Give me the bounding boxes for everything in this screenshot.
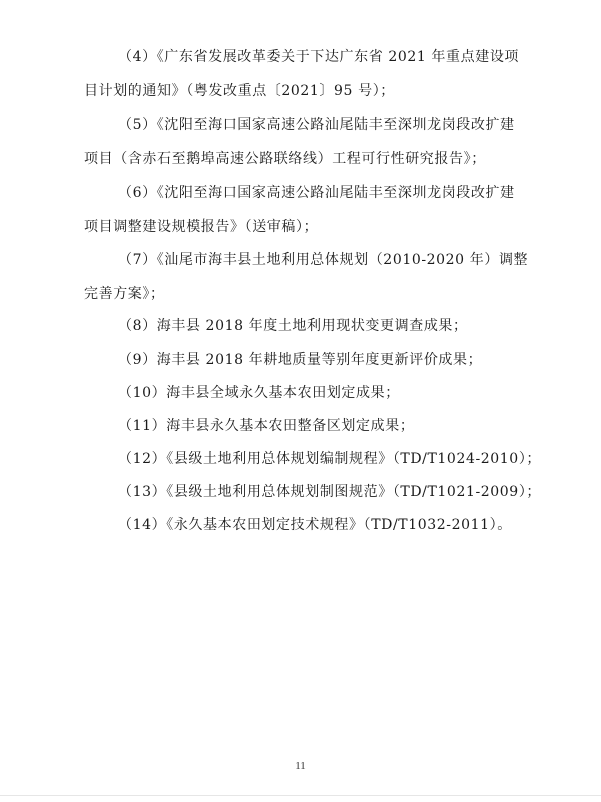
reference-7-line-1: （7）《汕尾市海丰县土地利用总体规划（2010-2020 年）调整	[118, 252, 529, 268]
reference-11: （11）海丰县永久基本农田整备区划定成果；	[118, 418, 415, 434]
reference-9: （9）海丰县 2018 年耕地质量等别年度更新评价成果；	[118, 352, 483, 368]
reference-4-line-2: 目计划的通知》（粤发改重点〔2021〕95 号）；	[84, 83, 395, 99]
reference-13: （13）《县级土地利用总体规划制图规范》（TD/T1021-2009）；	[118, 484, 542, 500]
reference-5-line-1: （5）《沈阳至海口国家高速公路汕尾陆丰至深圳龙岗段改扩建	[118, 117, 515, 133]
page-number: 11	[295, 760, 306, 772]
page-bottom-divider	[0, 795, 601, 796]
reference-6-line-2: 项目调整建设规模报告》（送审稿）；	[84, 219, 319, 235]
reference-14: （14）《永久基本农田划定技术规程》（TD/T1032-2011）。	[118, 517, 512, 533]
reference-7-line-2: 完善方案》；	[84, 286, 165, 302]
reference-6-line-1: （6）《沈阳至海口国家高速公路汕尾陆丰至深圳龙岗段改扩建	[118, 185, 515, 201]
reference-5-line-2: 项目（含赤石至鹅埠高速公路联络线）工程可行性研究报告》；	[84, 151, 486, 167]
reference-10: （10）海丰县全域永久基本农田划定成果；	[118, 385, 400, 401]
reference-4-line-1: （4）《广东省发展改革委关于下达广东省 2021 年重点建设项	[118, 49, 520, 65]
reference-12: （12）《县级土地利用总体规划编制规程》（TD/T1024-2010）；	[118, 451, 542, 467]
reference-8: （8）海丰县 2018 年度土地利用现状变更调查成果；	[118, 318, 468, 334]
